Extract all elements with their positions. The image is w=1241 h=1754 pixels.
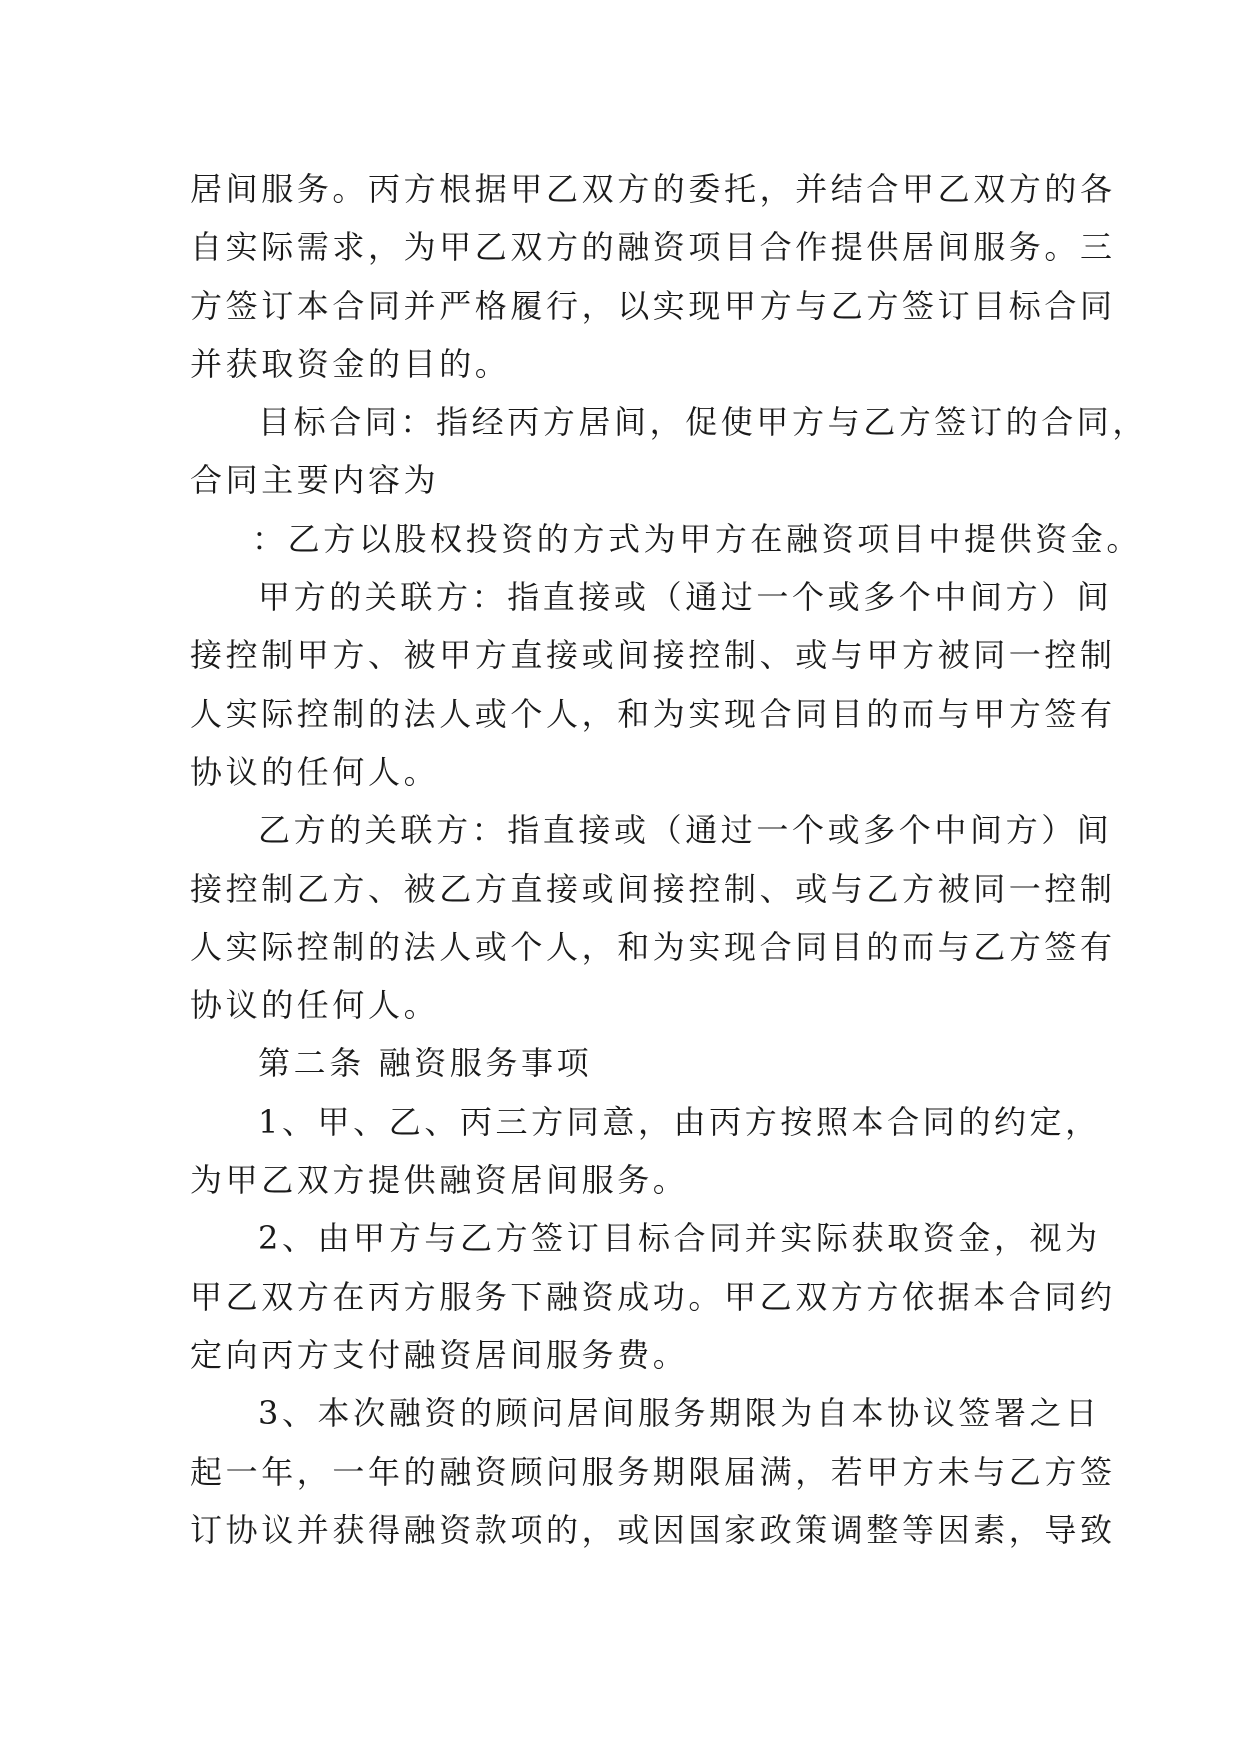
clause-3: 3、本次融资的顾问居间服务期限为自本协议签署之日: [258, 1394, 1101, 1433]
party-a-affiliate-definition: 甲方的关联方：指直接或（通过一个或多个中间方）间: [258, 578, 1113, 617]
paragraph-line: 订协议并获得融资款项的，或因国家政策调整等因素，导致: [190, 1510, 1116, 1549]
target-contract-content: ：乙方以股权投资的方式为甲方在融资项目中提供资金。: [252, 519, 1143, 558]
paragraph-line: 方签订本合同并严格履行，以实现甲方与乙方签订目标合同: [190, 286, 1116, 325]
paragraph-line: 人实际控制的法人或个人，和为实现合同目的而与甲方签有: [190, 694, 1116, 733]
paragraph-line: 协议的任何人。: [190, 986, 440, 1025]
clause-1: 1、甲、乙、丙三方同意，由丙方按照本合同的约定，: [258, 1102, 1101, 1141]
paragraph-line: 自实际需求，为甲乙双方的融资项目合作提供居间服务。三: [190, 228, 1116, 267]
paragraph-line: 合同主要内容为: [190, 461, 440, 500]
paragraph-line: 接控制乙方、被乙方直接或间接控制、或与乙方被同一控制: [190, 869, 1116, 908]
paragraph-line: 接控制甲方、被甲方直接或间接控制、或与甲方被同一控制: [190, 636, 1116, 675]
clause-2: 2、由甲方与乙方签订目标合同并实际获取资金，视为: [258, 1219, 1101, 1258]
paragraph-line: 协议的任何人。: [190, 752, 440, 791]
paragraph-line: 甲乙双方在丙方服务下融资成功。甲乙双方方依据本合同约: [190, 1277, 1116, 1316]
article-heading: 第二条 融资服务事项: [258, 1044, 593, 1083]
paragraph-line: 为甲乙双方提供融资居间服务。: [190, 1161, 689, 1200]
paragraph-line: 定向丙方支付融资居间服务费。: [190, 1335, 689, 1374]
contract-body: [190, 160, 1149, 1559]
party-b-affiliate-definition: 乙方的关联方：指直接或（通过一个或多个中间方）间: [258, 811, 1113, 850]
target-contract-definition: 目标合同：指经丙方居间，促使甲方与乙方签订的合同，: [258, 403, 1149, 442]
paragraph-line: 人实际控制的法人或个人，和为实现合同目的而与乙方签有: [190, 927, 1116, 966]
paragraph-line: 起一年，一年的融资顾问服务期限届满，若甲方未与乙方签: [190, 1452, 1116, 1491]
paragraph-line: 并获取资金的目的。: [190, 344, 511, 383]
paragraph-line: 居间服务。丙方根据甲乙双方的委托，并结合甲乙双方的各: [190, 170, 1116, 208]
